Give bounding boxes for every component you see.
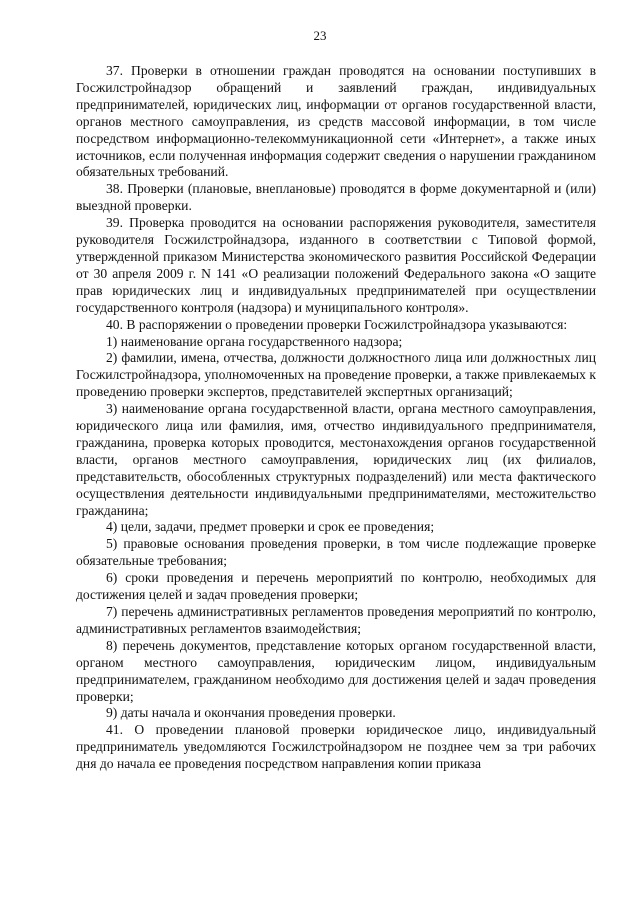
paragraph-40: 40. В распоряжении о проведении проверки Госжилстройнадзора указываются: [106,316,568,332]
list-item-4: 4) цели, задачи, предмет проверки и срок ее проведения; [106,519,435,535]
paragraph-38: 38. Проверки (плановые, внеплановые) проводятся в форме документарной и (или) выездной проверки. [76,181,596,214]
list-item-8: 8) перечень документов, представление которых органом государственной власти, органом местного самоуправления, юридическим лицом, индивидуальным предпринимателем, гражданином необходимо для достижения целей и задач проведения проверки; [76,637,596,704]
page-number: 23 [313,28,327,43]
paragraph-41: 41. О проведении плановой проверки юридическое лицо, индивидуальный предприниматель уведомляются Госжилстройнадзором не позднее чем за три рабочих дня до начала ее проведения посредством направления копии приказа [76,722,596,772]
list-item-1: 1) наименование органа государственного надзора; [106,333,403,349]
list-item-7: 7) перечень административных регламентов проведения мероприятий по контролю, административных регламентов взаимодействия; [76,604,596,636]
list-item-9: 9) даты начала и окончания проведения проверки. [106,705,396,721]
list-item-3: 3) наименование органа государственной власти, органа местного самоуправления, юридического лица или фамилия, имя, отчество индивидуального предпринимателя, гражданина, проверка которых проводится, местонахождения органов государственной власти, органов местного самоуправления, юридических лиц (их филиалов, представительств, обособленных структурных подразделений) или места фактического осуществления деятельности индивидуальными предпринимателями, местожительство гражданина; [76,401,596,518]
document-body [76,63,596,773]
paragraph-37: 37. Проверки в отношении граждан проводятся на основании поступивших в Госжилстройнадзор обращений и заявлений граждан, индивидуальных предпринимателей, юридических лиц, информации от органов государственной власти, органов местного самоуправления, из средств массовой информации, в том числе посредством информационно-телекоммуникационной сети «Интернет», а также иных источников, если полученная информация содержит сведения о нарушении гражданином обязательных требований. [76,63,596,180]
list-item-2: 2) фамилии, имена, отчества, должности должностного лица или должностных лиц Госжилстройнадзора, уполномоченных на проведение проверки, а также привлекаемых к проведению проверки экспертов, представителей экспертных организаций; [76,350,596,400]
paragraph-39: 39. Проверка проводится на основании распоряжения руководителя, заместителя руководителя Госжилстройнадзора, изданного в соответствии с Типовой формой, утвержденной приказом Министерства экономического развития Российской Федерации от 30 апреля 2009 г. N 141 «О реализации положений Федерального закона «О защите прав юридических лиц и индивидуальных предпринимателей при осуществлении государственного контроля (надзора) и муниципального контроля». [76,215,596,315]
list-item-6: 6) сроки проведения и перечень мероприятий по контролю, необходимых для достижения целей и задач проведения проверки; [76,570,596,603]
list-item-5: 5) правовые основания проведения проверки, в том числе подлежащие проверке обязательные требования; [76,536,596,569]
